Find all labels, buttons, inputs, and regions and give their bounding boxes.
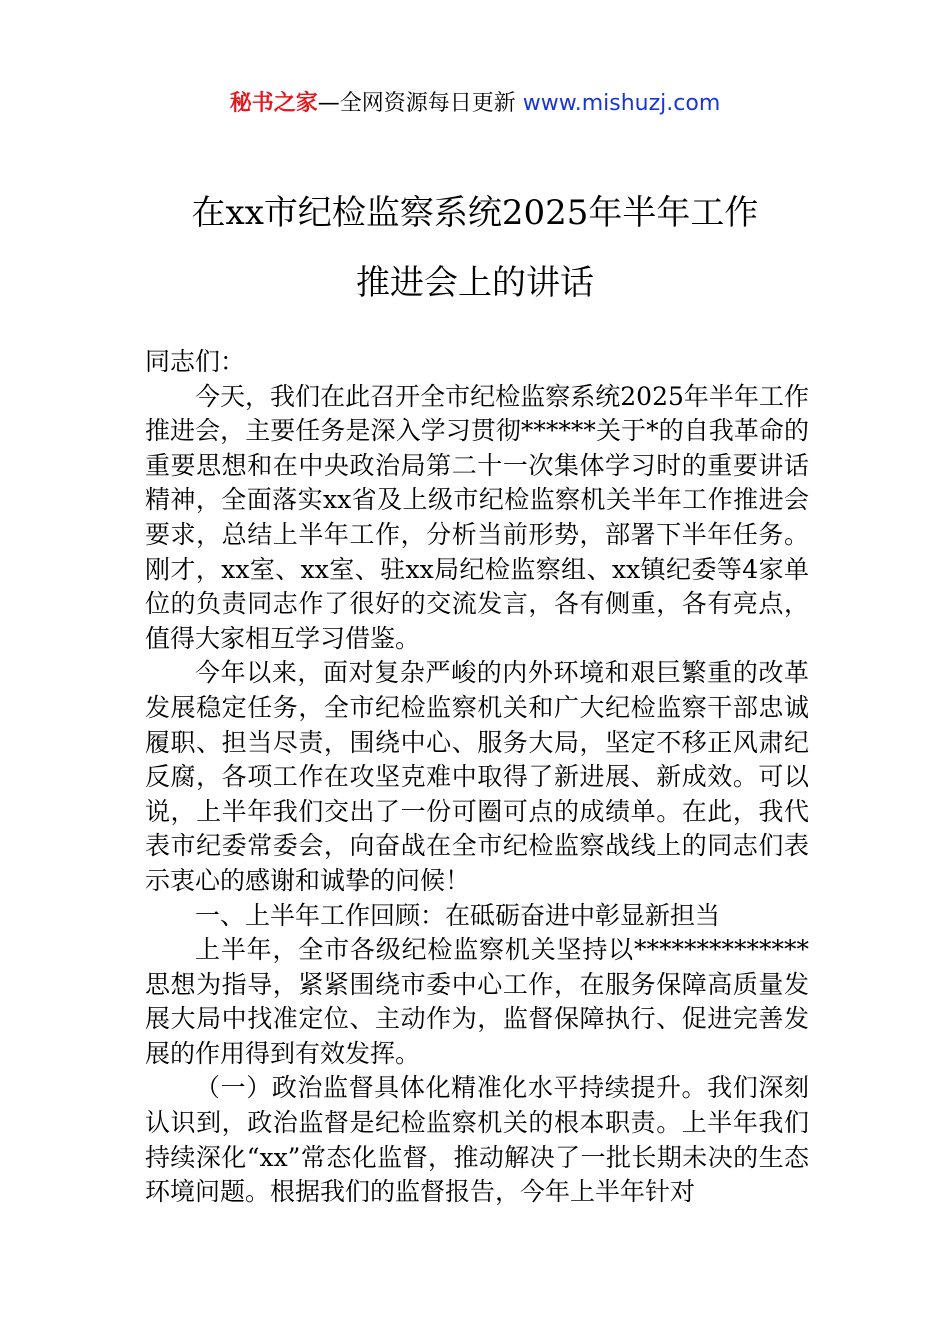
site-header xyxy=(0,88,950,120)
paragraph: 今天，我们在此召开全市纪检监察系统2025年半年工作推进会，主要任务是深入学习贯彻******关于*的自我革命的重要思想和在中央政治局第二十一次集体学习时的重要讲话精神，全面落实xx省及上级市纪检监察机关半年工作推进会要求，总结上半年工作，分析当前形势，部署下半年任务。刚才，xx室、xx室、驻xx局纪检监察组、xx镇纪委等4家单位的负责同志作了很好的交流发言，各有侧重，各有亮点，值得大家相互学习借鉴。 xyxy=(145,381,809,653)
title-line-1: 在xx市纪检监察系统2025年半年工作 xyxy=(191,193,759,233)
paragraph: 今年以来，面对复杂严峻的内外环境和艰巨繁重的改革发展稳定任务，全市纪检监察机关和广大纪检监察干部忠诚履职、担当尽责，围绕中心、服务大局，坚定不移正风肃纪反腐，各项工作在攻坚克难中取得了新进展、新成效。可以说，上半年我们交出了一份可圈可点的成绩单。在此，我代表市纪委常委会，向奋战在全市纪检监察战线上的同志们表示衷心的感谢和诚挚的问候！ xyxy=(145,658,809,895)
site-brand: 秘书之家 xyxy=(229,91,318,116)
title-line-2: 推进会上的讲话 xyxy=(356,263,594,303)
site-url-link[interactable]: www.mishuzj.com xyxy=(522,91,721,116)
document-body xyxy=(145,345,809,1210)
paragraph: （一）政治监督具体化精准化水平持续提升。我们深刻认识到，政治监督是纪检监察机关的根本职责。上半年我们持续深化“xx”常态化监督，推动解决了一批长期未决的生态环境问题。根据我们的监督报告，今年上半年针对 xyxy=(145,1073,809,1207)
site-slogan: —全网资源每日更新 xyxy=(317,91,516,116)
document-title xyxy=(0,178,950,318)
section-heading: 一、上半年工作回顾：在砥砺奋进中彰显新担当 xyxy=(195,900,721,930)
paragraph: 上半年，全市各级纪检监察机关坚持以**************思想为指导，紧紧围绕市委中心工作，在服务保障高质量发展大局中找准定位、主动作为，监督保障执行、促进完善发展的作用得到有效发挥。 xyxy=(145,935,809,1068)
salutation: 同志们： xyxy=(145,347,246,376)
